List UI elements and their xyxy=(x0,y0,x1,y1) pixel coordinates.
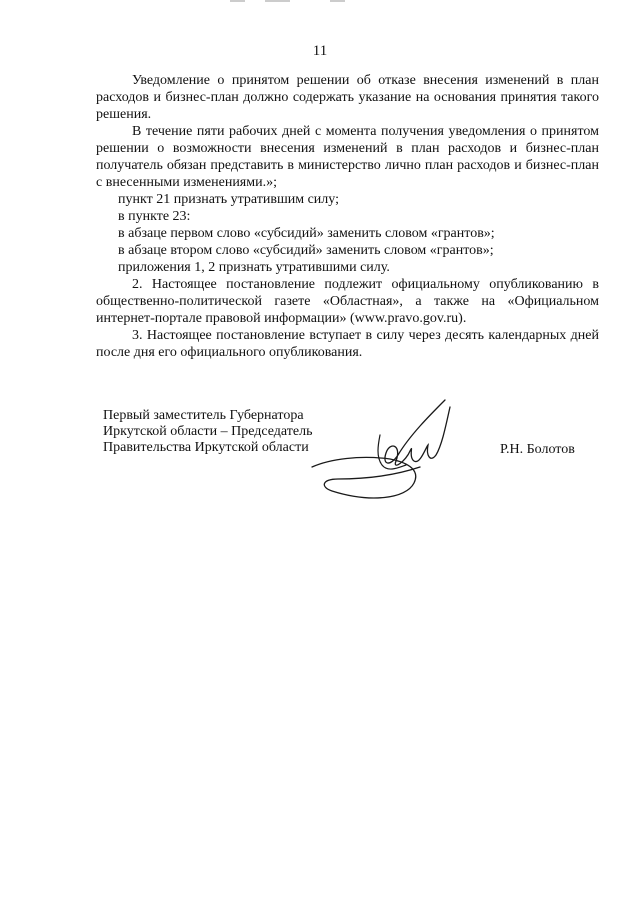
handwritten-signature xyxy=(310,395,470,510)
signatory-position xyxy=(103,408,312,456)
paragraph: Уведомление о принятом решении об отказе внесения изменений в план расходов и бизнес-план должно содержать указание на основания принятия такого решения. xyxy=(96,73,599,122)
paragraph: В течение пяти рабочих дней с момента получения уведомления о принятом решении о возможности внесения изменений в план расходов и бизнес-план получатель обязан представить в министерство лично план расходов и бизнес-план с внесенными изменениями.»; xyxy=(96,124,599,190)
amendment-item: в абзаце первом слово «субсидий» заменить словом «грантов»; xyxy=(118,226,495,241)
amendment-item: в пункте 23: xyxy=(118,209,191,224)
page-number: 11 xyxy=(312,43,328,59)
position-line: Первый заместитель Губернатора xyxy=(103,408,304,423)
clause: 2. Настоящее постановление подлежит официальному опубликованию в общественно-политической газете «Областная», а также на «Официальном интернет-портале правовой информации» (www.pravo.gov.ru). xyxy=(96,277,599,326)
document-body xyxy=(96,72,599,361)
amendment-item: в абзаце втором слово «субсидий» заменить словом «грантов»; xyxy=(118,243,494,258)
amendment-item: приложения 1, 2 признать утратившими силу. xyxy=(118,260,390,275)
amendment-item: пункт 21 признать утратившим силу; xyxy=(118,192,339,207)
signatory-name: Р.Н. Болотов xyxy=(500,442,575,457)
position-line: Правительства Иркутской области xyxy=(103,440,309,455)
scan-artifact xyxy=(230,0,360,3)
clause: 3. Настоящее постановление вступает в силу через десять календарных дней после дня его официального опубликования. xyxy=(96,328,599,360)
position-line: Иркутской области – Председатель xyxy=(103,424,313,439)
